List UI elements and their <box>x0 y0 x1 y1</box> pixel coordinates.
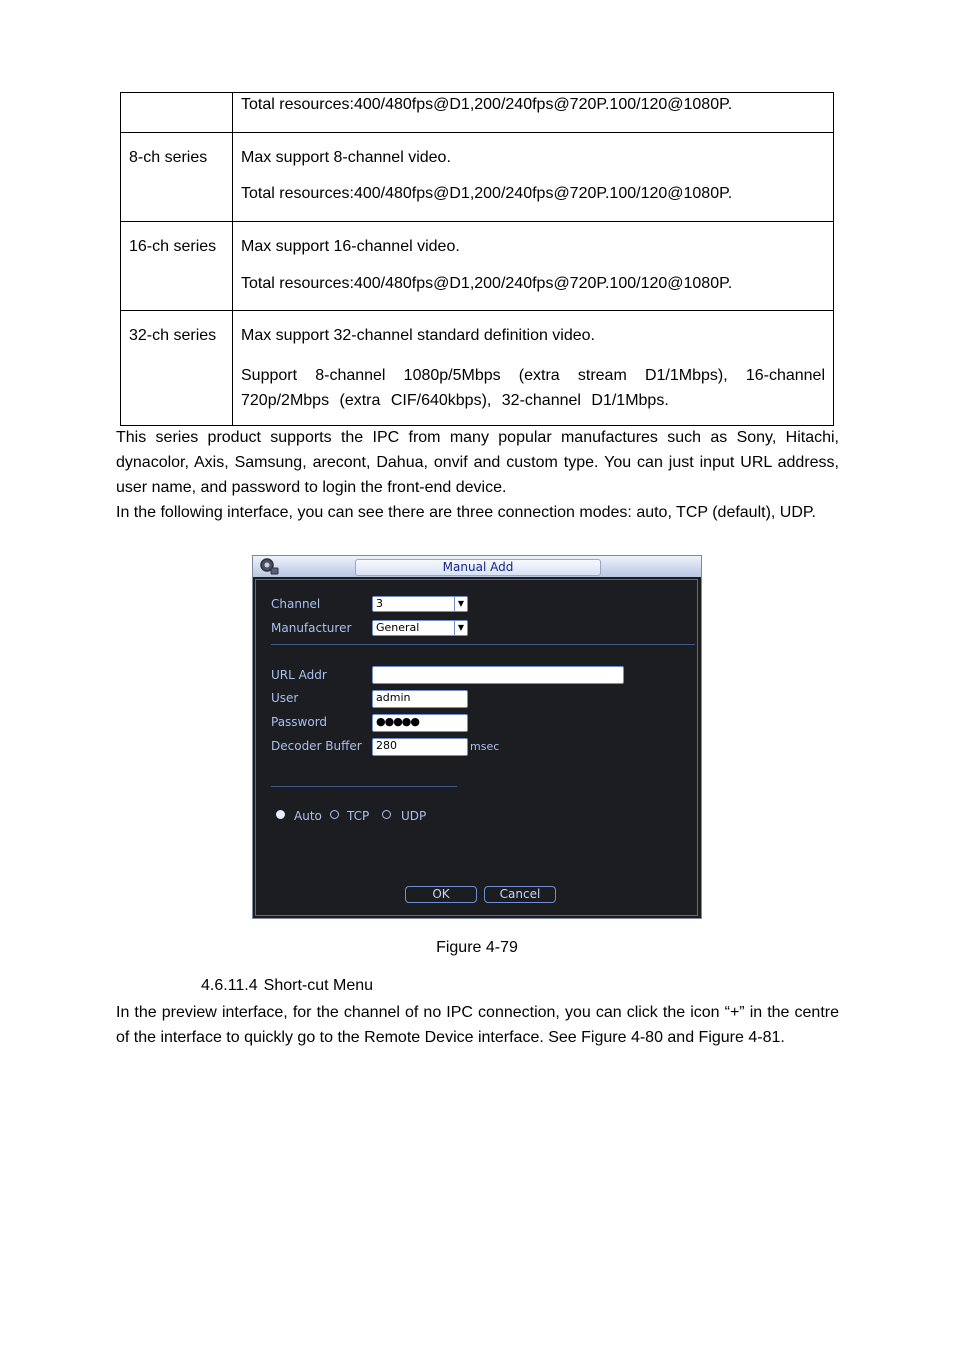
password-label: Password <box>271 715 328 729</box>
table-line: Support 8-channel 1080p/5Mbps (extra stream D1/1Mbps), 16-channel 720p/2Mbps (extra CIF/640kbps), 32-channel D1/1Mbps. <box>241 367 825 409</box>
table-line: Total resources:400/480fps@D1,200/240fps@720P.100/120@1080P. <box>241 96 733 113</box>
table-cell-desc <box>233 311 834 426</box>
radio-tcp-label[interactable]: TCP <box>347 809 370 823</box>
decoder-unit: msec <box>470 740 500 753</box>
series-label: 8-ch series <box>129 149 208 166</box>
radio-udp[interactable] <box>382 810 391 819</box>
decoder-buffer-label: Decoder Buffer <box>271 739 362 753</box>
manufacturer-select[interactable] <box>372 620 468 636</box>
table-cell-label <box>121 133 233 222</box>
section-heading <box>201 977 373 995</box>
manufacturer-value: General <box>376 621 420 634</box>
channel-value: 3 <box>376 597 383 610</box>
table-line: Total resources:400/480fps@D1,200/240fps@720P.100/120@1080P. <box>241 275 733 292</box>
manufacturer-label: Manufacturer <box>271 621 352 635</box>
decoder-buffer-input[interactable]: 280 <box>372 738 468 756</box>
section-number: 4.6.11.4 <box>201 977 258 994</box>
camera-logo-icon <box>258 557 280 576</box>
table-line: Max support 16-channel video. <box>241 238 460 255</box>
radio-tcp[interactable] <box>330 810 339 819</box>
channel-label: Channel <box>271 597 321 611</box>
table-row <box>121 133 834 222</box>
table-row <box>121 222 834 311</box>
table-cell-label <box>121 93 233 133</box>
ok-button[interactable]: OK <box>405 886 477 903</box>
table-line: Max support 8-channel video. <box>241 149 451 166</box>
url-label: URL Addr <box>271 668 327 682</box>
table-cell-desc <box>233 93 834 133</box>
radio-auto[interactable] <box>276 810 285 819</box>
chevron-down-icon[interactable]: ▼ <box>454 597 467 611</box>
section-title: Short-cut Menu <box>263 977 374 994</box>
table-line: Max support 32-channel standard definition video. <box>241 327 595 344</box>
series-label: 32-ch series <box>129 327 217 344</box>
divider <box>271 786 457 787</box>
paragraph-connection-modes: In the following interface, you can see there are three connection modes: auto, TCP (default), UDP. <box>116 504 816 521</box>
series-label: 16-ch series <box>129 238 217 255</box>
table-cell-label <box>121 222 233 311</box>
divider <box>271 644 695 645</box>
dialog-body <box>255 579 698 916</box>
user-input[interactable]: admin <box>372 690 468 708</box>
table-row <box>121 93 834 133</box>
user-label: User <box>271 691 299 705</box>
cancel-button[interactable]: Cancel <box>484 886 556 903</box>
radio-udp-label[interactable]: UDP <box>401 809 427 823</box>
password-input[interactable]: ●●●●● <box>372 714 468 732</box>
table-cell-label <box>121 311 233 426</box>
spec-table <box>120 92 834 426</box>
dialog-title-bar <box>253 556 701 577</box>
table-row <box>121 311 834 426</box>
url-input[interactable] <box>372 666 624 684</box>
radio-auto-label[interactable]: Auto <box>294 809 322 823</box>
table-cell-desc <box>233 222 834 311</box>
chevron-down-icon[interactable]: ▼ <box>454 621 467 635</box>
figure-caption: Figure 4-79 <box>436 939 518 956</box>
table-line: Total resources:400/480fps@D1,200/240fps@720P.100/120@1080P. <box>241 185 733 202</box>
manual-add-dialog <box>252 555 702 919</box>
channel-select[interactable] <box>372 596 468 612</box>
paragraph-shortcut: In the preview interface, for the channel of no IPC connection, you can click the icon “+” in the centre of the interface to quickly go to the Remote Device interface. See Figure 4-80 and Figure 4-81. <box>116 1004 839 1046</box>
paragraph-ipc-support: This series product supports the IPC from many popular manufactures such as Sony, Hitachi, dynacolor, Axis, Samsung, arecont, Dahua, onvif and custom type. You can just input URL address, user name, and password to login the front-end device. <box>116 429 839 496</box>
dialog-title: Manual Add <box>355 559 601 576</box>
table-cell-desc <box>233 133 834 222</box>
